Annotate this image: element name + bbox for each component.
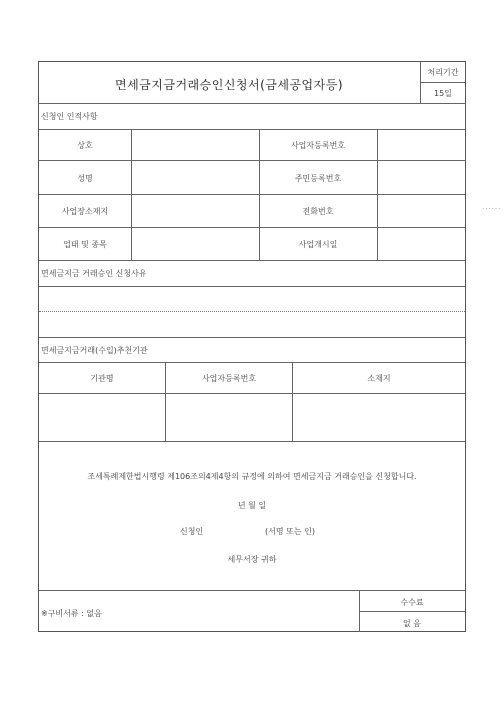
fee-value: 없 음 bbox=[403, 619, 421, 628]
field-phone-label: 전화번호 bbox=[302, 207, 334, 216]
recommender-section-label: 면세금지금거래(수입)추천기관 bbox=[41, 346, 148, 355]
field-business-reg-no-label: 사업자등록번호 bbox=[290, 141, 346, 150]
declaration-applicant-label: 신청인 bbox=[180, 527, 204, 536]
processing-period-label: 처리기간 bbox=[427, 68, 459, 77]
phone-field[interactable] bbox=[378, 195, 466, 227]
approval-application-form bbox=[38, 61, 466, 632]
field-business-start-date-label: 사업개시일 bbox=[298, 240, 338, 249]
applicant-section-label: 신청인 인적사항 bbox=[41, 112, 98, 121]
recommender-location-field[interactable] bbox=[293, 394, 466, 441]
documents-note: ※구비서류 : 없음 bbox=[41, 609, 102, 618]
field-business-type-label: 업태 및 종목 bbox=[63, 240, 107, 249]
business-start-date-field[interactable] bbox=[378, 228, 466, 260]
side-dot-mark: ...... bbox=[482, 203, 502, 211]
declaration-date-line: 년 월 일 bbox=[237, 501, 267, 510]
declaration-signature-label: (서명 또는 인) bbox=[265, 527, 315, 536]
declaration-addressee: 세무서장 귀하 bbox=[227, 555, 277, 564]
recommender-header-location: 소재지 bbox=[367, 374, 391, 383]
business-reg-no-field[interactable] bbox=[378, 130, 466, 160]
recommender-header-business-reg-no: 사업자등록번호 bbox=[201, 374, 257, 383]
reason-line-1[interactable] bbox=[39, 287, 466, 311]
field-name-label: 성명 bbox=[77, 174, 93, 183]
recommender-header-institution: 기관명 bbox=[90, 374, 114, 383]
declaration-statement: 조세특례제한법시행령 제106조의4제4항의 규정에 의하여 면세금지금 거래승인을 신청합니다. bbox=[87, 472, 417, 481]
field-business-address-label: 사업장소재지 bbox=[61, 207, 109, 216]
processing-period-value: 15일 bbox=[434, 89, 452, 98]
business-address-field[interactable] bbox=[132, 195, 259, 227]
reason-line-2[interactable] bbox=[39, 312, 466, 337]
business-type-field[interactable] bbox=[132, 228, 259, 260]
resident-reg-no-field[interactable] bbox=[378, 161, 466, 194]
fee-label: 수수료 bbox=[400, 598, 424, 607]
recommender-institution-field[interactable] bbox=[39, 394, 165, 441]
field-trade-name-label: 상호 bbox=[77, 141, 93, 150]
field-resident-reg-no-label: 주민등록번호 bbox=[294, 174, 342, 183]
name-field[interactable] bbox=[132, 161, 259, 194]
trade-name-field[interactable] bbox=[132, 130, 259, 160]
form-title: 면세금지금거래승인신청서(금세공업자등) bbox=[114, 78, 344, 92]
reason-section-label: 면세금지금 거래승인 신청사유 bbox=[41, 269, 147, 278]
recommender-business-reg-no-field[interactable] bbox=[166, 394, 292, 441]
